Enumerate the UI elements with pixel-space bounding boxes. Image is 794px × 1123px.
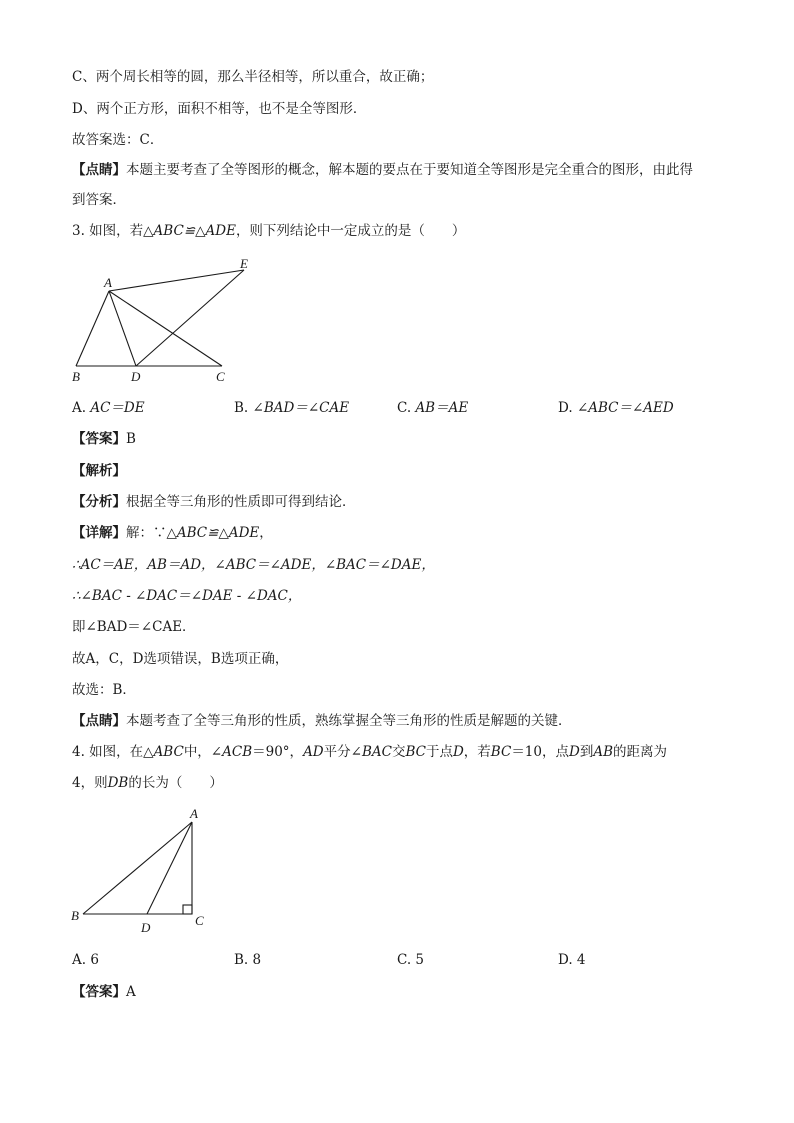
stem-var: D [452,744,464,760]
point-label-B: B [71,908,79,923]
answer-tag: 【答案】 [72,431,126,447]
proof-step-1: ∴AC＝AE，AB＝AD，∠ABC＝∠ADE，∠BAC＝∠DAE， [72,557,435,573]
stem-var: BAC [361,744,392,760]
option-a: A. 6 [72,952,99,968]
stem-text: 中，∠ [183,744,223,760]
option-letter: A. [72,400,91,416]
answer-value: A [126,984,136,1000]
answer-line [72,982,136,1002]
remark-paragraph [72,711,572,731]
segment-AD [147,822,192,914]
point-label-C: C [216,369,225,384]
remark-text: 本题考查了全等三角形的性质，熟练掌握全等三角形的性质是解题的关键． [126,713,572,729]
remark-tag: 【点睛】 [72,162,126,178]
question-3-stem [72,221,465,241]
stem-text: 4，则 [72,775,108,791]
stem-var: BC [405,744,426,760]
option-b [234,398,349,418]
stem-text: 交 [391,744,406,760]
fenxi-text: 根据全等三角形的性质即可得到结论． [126,494,356,510]
option-d: D. 4 [558,952,586,968]
point-label-A: A [190,806,198,821]
detail-text: ， [259,525,273,541]
stem-text: ，若 [463,744,491,760]
fenxi-tag: 【分析】 [72,494,126,510]
detail-line [72,523,273,543]
fenxi-line [72,492,356,512]
proof-step-2: ∴∠BAC - ∠DAC＝∠DAE - ∠DAC， [72,588,302,604]
option-d [558,398,674,418]
proof-step-5: 故选：B． [72,682,136,698]
stem-var: DB [107,775,129,791]
detail-text: 解：∵ [126,525,167,541]
question-4-figure [66,803,216,938]
text-line: 故答案选：C． [72,132,164,148]
stem-text: 的距离为 [613,744,667,760]
point-label-C: C [195,913,204,928]
stem-text: 的长为（ ） [128,775,223,791]
text-line: D、两个正方形，面积不相等，也不是全等图形． [72,101,367,117]
option-b: B. 8 [234,952,262,968]
segment-AB [76,291,109,366]
point-label-E: E [240,256,248,271]
option-a [72,398,145,418]
stem-var: D [569,744,580,760]
stem-text: 3. 如图，若 [72,223,144,239]
congruence-expression: △ABC≌△ADE [143,223,236,239]
point-label-A: A [104,275,112,290]
remark-text: 本题主要考查了全等图形的概念，解本题的要点在于要知道全等图形是完全重合的图形，由此得 [126,162,693,178]
remark-paragraph [72,160,693,180]
detail-tag: 【详解】 [72,525,126,541]
segment-AC [109,291,222,366]
option-letter: D. [558,400,577,416]
option-text: AB＝AE [415,400,469,416]
answer-tag: 【答案】 [72,984,126,1000]
text-line: 到答案． [72,192,126,208]
stem-var: BC [490,744,512,760]
option-text: ∠ABC＝∠AED [576,400,674,416]
option-c: C. 5 [397,952,425,968]
question-3-figure [66,254,266,386]
proof-step-4: 故A，C，D选项错误，B选项正确， [72,651,289,667]
answer-value: B [126,431,136,447]
stem-var: AB [593,744,613,760]
option-text: AC＝DE [90,400,145,416]
analysis-tag: 【解析】 [72,463,126,479]
stem-text: 到 [579,744,594,760]
remark-tag: 【点睛】 [72,713,126,729]
stem-text: 4. 如图，在△ [72,744,154,760]
stem-text: 于点 [425,744,453,760]
point-label-B: B [72,369,80,384]
stem-text: ，则下列结论中一定成立的是（ ） [235,223,466,239]
stem-var: ABC [153,744,184,760]
stem-text: ＝10，点 [511,744,569,760]
proof-step-3: 即∠BAD＝∠CAE． [72,619,196,635]
stem-var: AD [303,744,324,760]
stem-var: ACB [222,744,253,760]
right-angle-mark [183,905,192,914]
stem-text: ＝90°， [252,744,304,760]
segment-AD [109,291,136,366]
answer-line [72,429,136,449]
point-label-D: D [131,369,141,384]
option-c [397,398,468,418]
congruence-expression: △ABC≌△ADE [166,525,260,541]
stem-text: 平分∠ [323,744,362,760]
option-text: ∠BAD＝∠CAE [252,400,350,416]
text-line: C、两个周长相等的圆，那么半径相等，所以重合，故正确； [72,69,434,85]
point-label-D: D [141,920,151,935]
segment-AB [83,822,192,914]
question-4-stem-line-1 [72,742,667,762]
question-4-stem-line-2 [72,773,223,793]
option-letter: C. [397,400,416,416]
option-letter: B. [234,400,253,416]
